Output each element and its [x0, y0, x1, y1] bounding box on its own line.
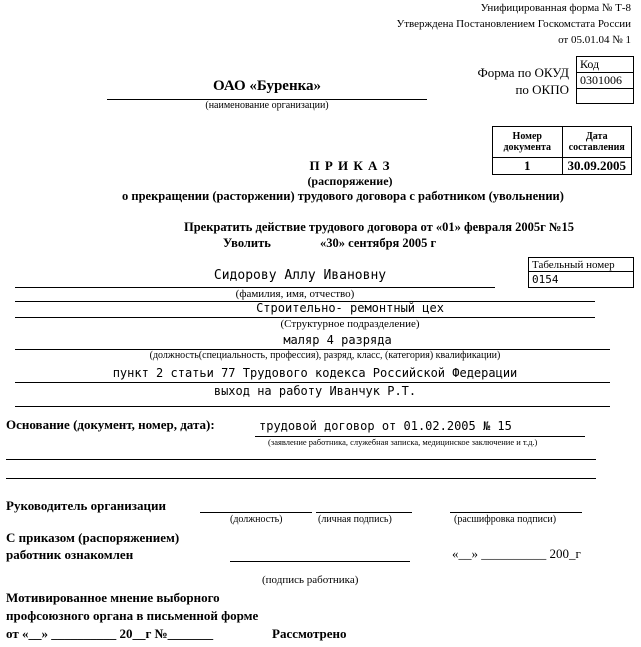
tabel-header: Табельный номер — [529, 258, 634, 272]
union-line1: Мотивированное мнение выборного — [6, 590, 220, 605]
employee-name: Сидорову Аллу Ивановну — [213, 268, 387, 283]
head-position-caption: (должность) — [230, 514, 283, 525]
okpo-value — [577, 89, 634, 104]
department-caption: (Структурное подразделение) — [280, 318, 420, 330]
org-name: ОАО «Буренка» — [212, 78, 322, 94]
union-date-line: от «__» __________ 20__г №_______ — [6, 626, 214, 641]
name-caption: (фамилия, имя, отчество) — [235, 288, 355, 300]
org-caption: (наименование организации) — [205, 100, 329, 111]
okpo-label: по ОКПО — [515, 82, 569, 97]
employee-signature-caption: (подпись работника) — [262, 574, 359, 586]
approval-line: Утверждена Постановлением Госкомстата России — [396, 18, 631, 30]
employee-signature-line — [230, 561, 410, 562]
basis-label: Основание (документ, номер, дата): — [6, 417, 215, 432]
union-reviewed: Рассмотрено — [272, 626, 347, 641]
order-subtitle: (распоряжение) — [307, 174, 393, 188]
position-caption: (должность(специальность, профессия), разряд, класс, (категория) квалификации) — [149, 350, 501, 361]
okud-label: Форма по ОКУД — [477, 65, 569, 80]
head-signature-line — [316, 512, 412, 513]
head-label: Руководитель организации — [6, 498, 166, 513]
department-value: Строительно- ремонтный цех — [256, 301, 444, 315]
approval-date: от 05.01.04 № 1 — [558, 34, 631, 46]
code-table — [576, 56, 634, 104]
head-position-line — [200, 512, 312, 513]
form-name: Унифицированная форма № Т-8 — [480, 2, 631, 14]
doc-number-table — [492, 126, 632, 175]
doc-number-value: 1 — [493, 158, 563, 175]
basis-caption: (заявление работника, служебная записка, медицинское заключение и т.д.) — [268, 437, 538, 447]
reason-article: пункт 2 статьи 77 Трудового кодекса Российской Федерации — [112, 366, 518, 380]
head-decode-caption: (расшифровка подписи) — [454, 514, 557, 525]
acquainted-line2: работник ознакомлен — [6, 547, 134, 562]
doc-date-header: Дата составления — [562, 127, 632, 158]
terminate-line: Прекратить действие трудового договора от «01» февраля 2005г №15 — [184, 220, 574, 234]
code-header: Код — [577, 57, 634, 73]
union-line2: профсоюзного органа в письменной форме — [6, 608, 259, 623]
tabel-number-table — [528, 257, 634, 288]
doc-date-value: 30.09.2005 — [562, 158, 632, 175]
tabel-value: 0154 — [529, 272, 634, 288]
head-signature-caption: (личная подпись) — [318, 514, 392, 525]
fire-label: Уволить — [223, 236, 271, 250]
order-title: П Р И К А З — [309, 158, 391, 173]
order-description: о прекращении (расторжении) трудового договора с работником (увольнении) — [122, 189, 564, 203]
head-decode-line — [450, 512, 582, 513]
basis-line2 — [6, 459, 596, 460]
doc-number-header: Номер документа — [493, 127, 563, 158]
basis-value: трудовой договор от 01.02.2005 № 15 — [259, 419, 512, 433]
fire-date: «30» сентября 2005 г — [320, 236, 437, 250]
position-value: маляр 4 разряда — [283, 333, 392, 347]
reason1-underline — [15, 382, 610, 383]
acquainted-line1: С приказом (распоряжением) — [6, 530, 180, 545]
acquainted-date: «__» __________ 200_г — [452, 546, 581, 561]
reason2-underline — [15, 406, 610, 407]
okud-value: 0301006 — [577, 73, 634, 89]
basis-line3 — [6, 478, 596, 479]
reason-replacement: выход на работу Иванчук Р.Т. — [213, 384, 417, 398]
